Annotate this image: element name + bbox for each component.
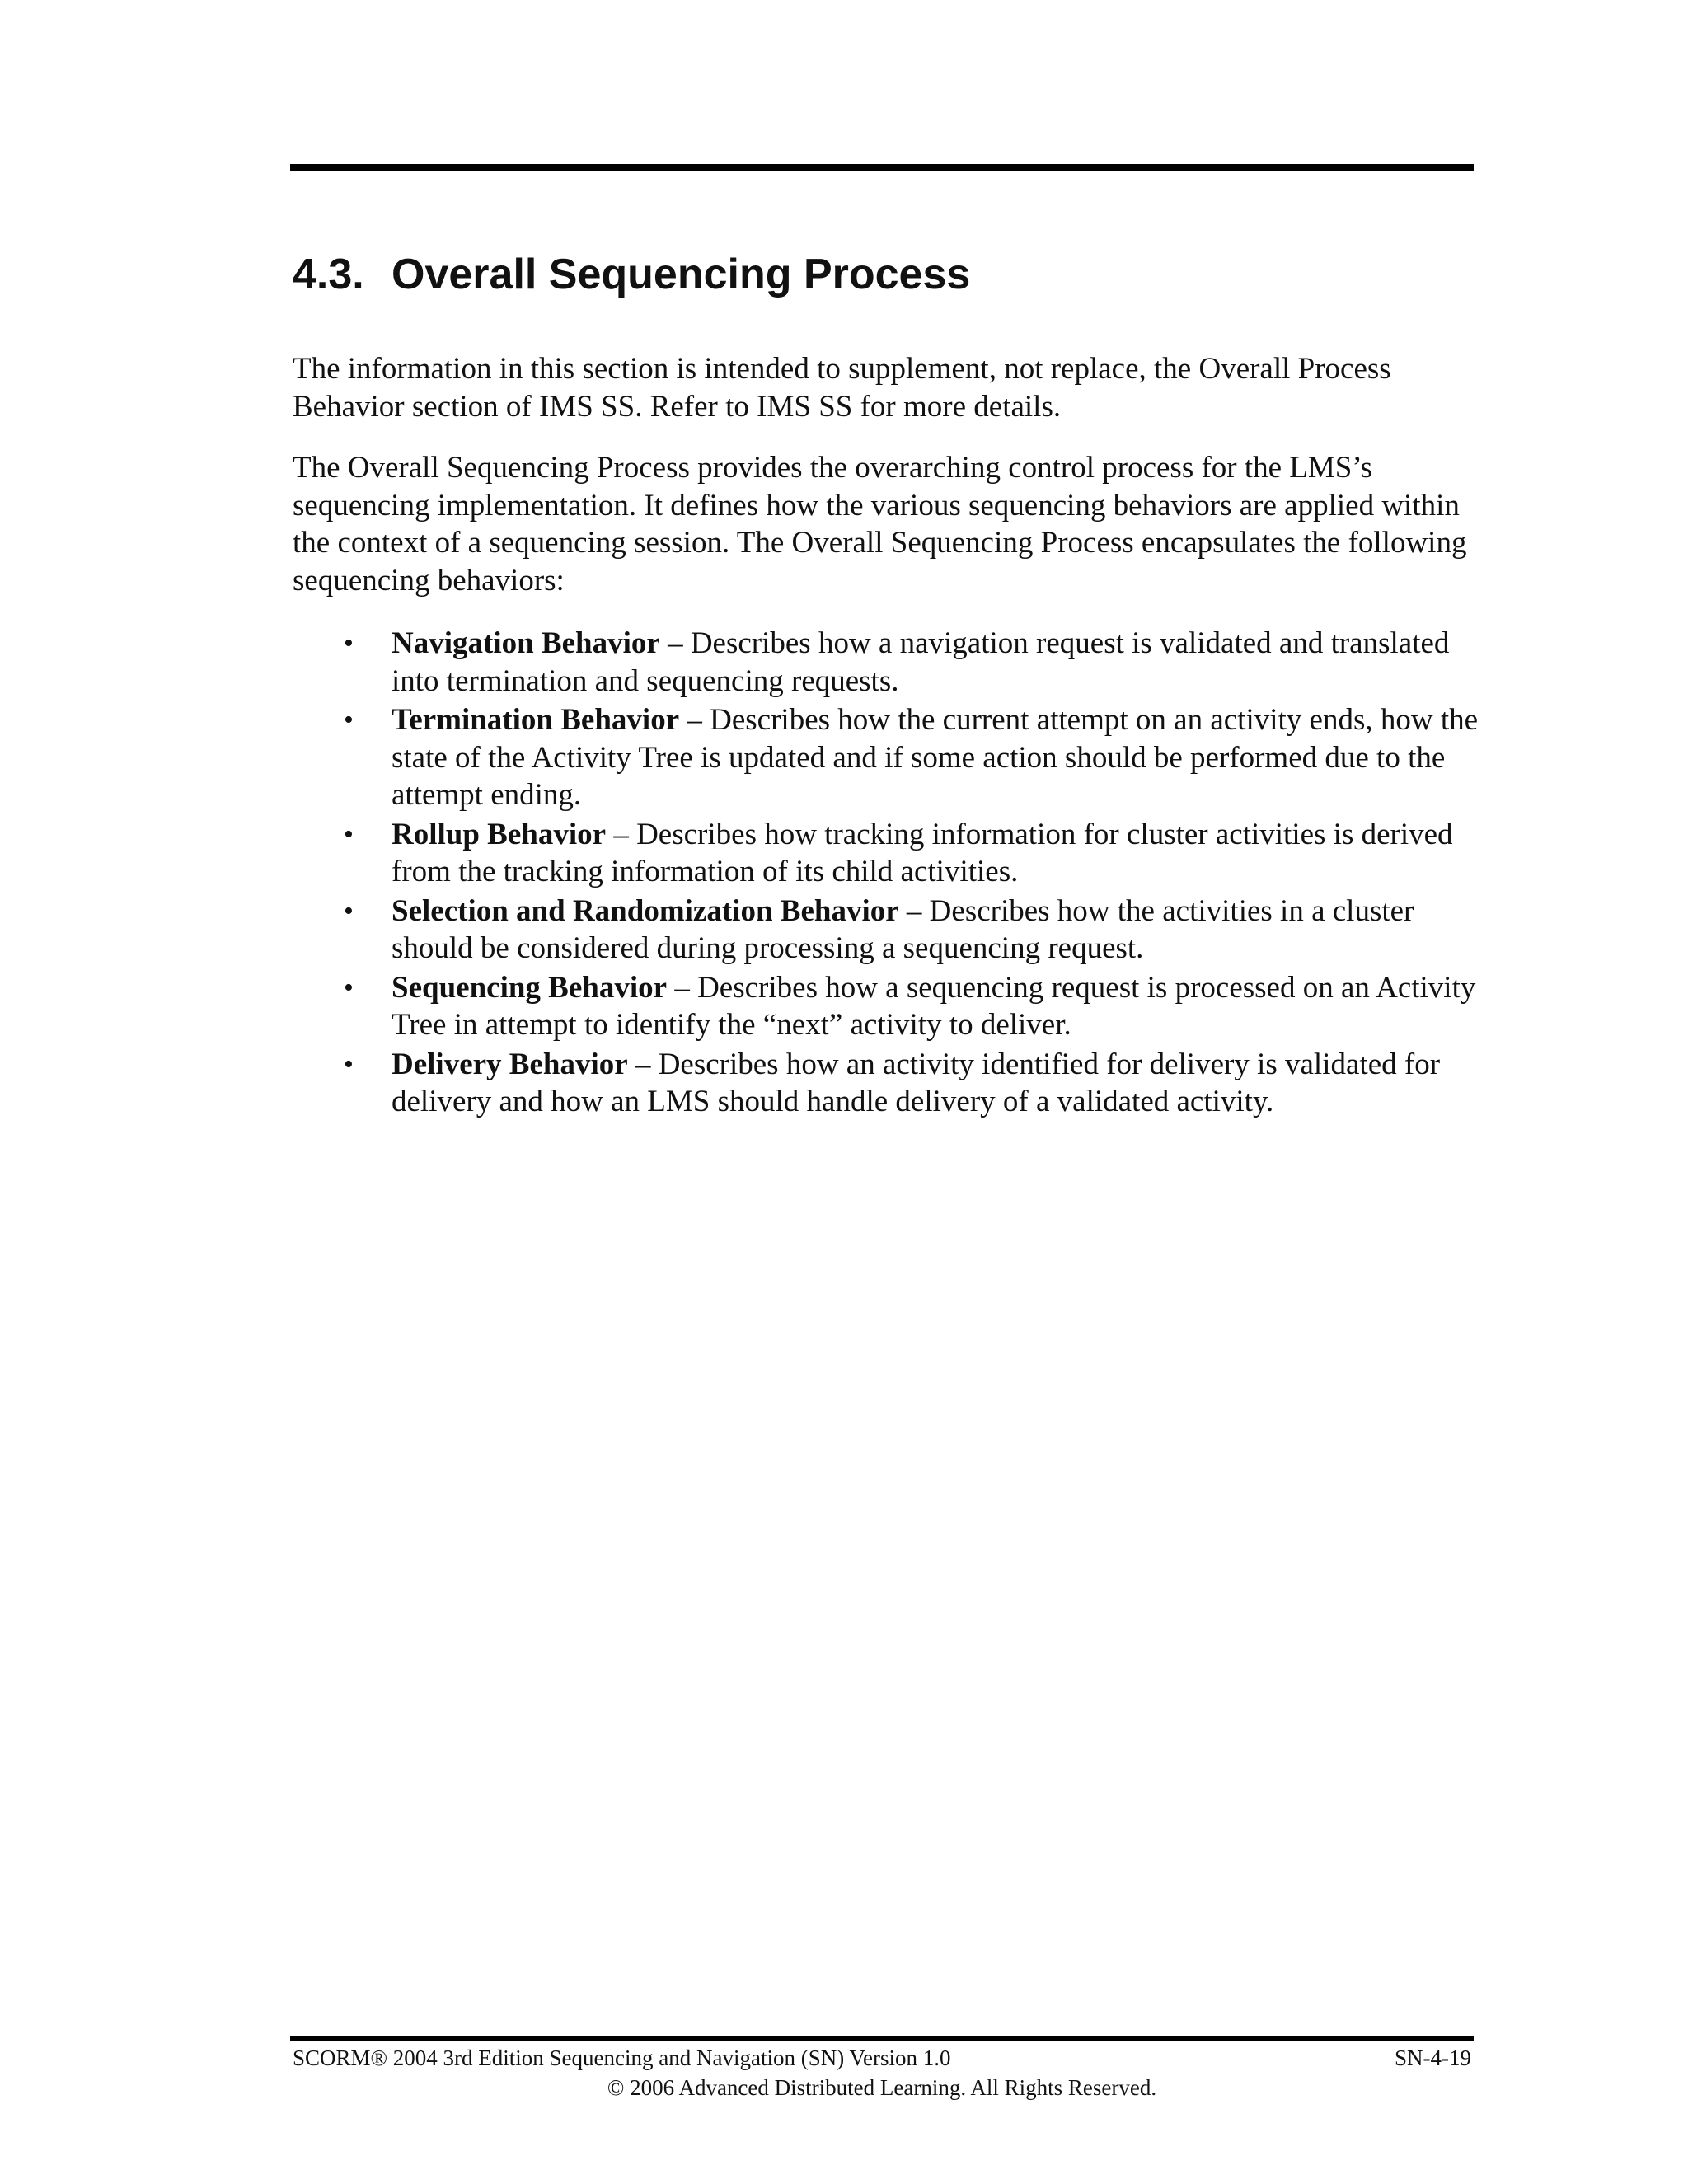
list-item: [293, 893, 1479, 968]
bullet-icon: •: [344, 1048, 354, 1080]
list-item: [293, 625, 1479, 700]
bullet-icon: •: [344, 705, 354, 735]
section-heading: [293, 247, 970, 302]
bullet-icon: •: [344, 628, 354, 658]
list-item: [293, 816, 1479, 891]
bullet-icon: •: [344, 972, 354, 1003]
behavior-description: – Describes how a navigation request is validated and translated into termination and sequencing requests.: [392, 626, 1450, 698]
behavior-term: Navigation Behavior: [392, 626, 660, 660]
list-item: [293, 969, 1479, 1044]
behavior-term: Termination Behavior: [392, 703, 680, 737]
paragraph-text: The Overall Sequencing Process provides the overarching control process for the LMS’s sequencing implementation. It defines how the various sequencing behaviors are applied within the context of a sequencing session. The Overall Sequencing Process encapsulates the following sequencing behaviors:: [293, 451, 1467, 598]
bullet-icon: •: [344, 818, 354, 850]
description-paragraph: [293, 449, 1479, 599]
footer-copyright: © 2006 Advanced Distributed Learning. All Rights Reserved.: [607, 2075, 1157, 2100]
bullet-icon: •: [344, 895, 354, 926]
footer-top-line: [293, 2044, 1471, 2072]
behavior-description: – Describes how a sequencing request is processed on an Activity Tree in attempt to identify the “next” activity to deliver.: [392, 970, 1476, 1042]
behavior-term: Sequencing Behavior: [392, 970, 668, 1005]
list-item: [293, 1046, 1479, 1121]
behavior-description: – Describes how the activities in a cluster should be considered during processing a sequencing request.: [392, 893, 1414, 965]
list-item: [293, 701, 1479, 814]
behavior-list: [293, 625, 1479, 1122]
behavior-description: – Describes how tracking information for cluster activities is derived from the tracking information of its child activities.: [392, 817, 1453, 888]
intro-paragraph: [293, 350, 1479, 425]
header-rule: [290, 164, 1474, 171]
behavior-term: Rollup Behavior: [392, 817, 607, 851]
section-title: Overall Sequencing Process: [392, 251, 971, 298]
paragraph-text: The information in this section is intended to supplement, not replace, the Overall Process Behavior section of IMS SS. Refer to IMS SS for more details.: [293, 352, 1391, 424]
behavior-term: Selection and Randomization Behavior: [392, 893, 899, 928]
behavior-term: Delivery Behavior: [392, 1047, 628, 1081]
behavior-description: – Describes how the current attempt on an activity ends, how the state of the Activity Tree is updated and if some action should be performed due to the attempt ending.: [392, 703, 1479, 812]
footer-document-title: SCORM® 2004 3rd Edition Sequencing and Navigation (SN) Version 1.0: [293, 2046, 951, 2070]
behavior-description: – Describes how an activity identified for delivery is validated for delivery and how an LMS should handle delivery of a validated activity.: [392, 1047, 1441, 1118]
section-number: 4.3.: [293, 251, 364, 298]
footer-page-number: SN-4-19: [1395, 2046, 1471, 2070]
footer-rule: [290, 2036, 1474, 2041]
